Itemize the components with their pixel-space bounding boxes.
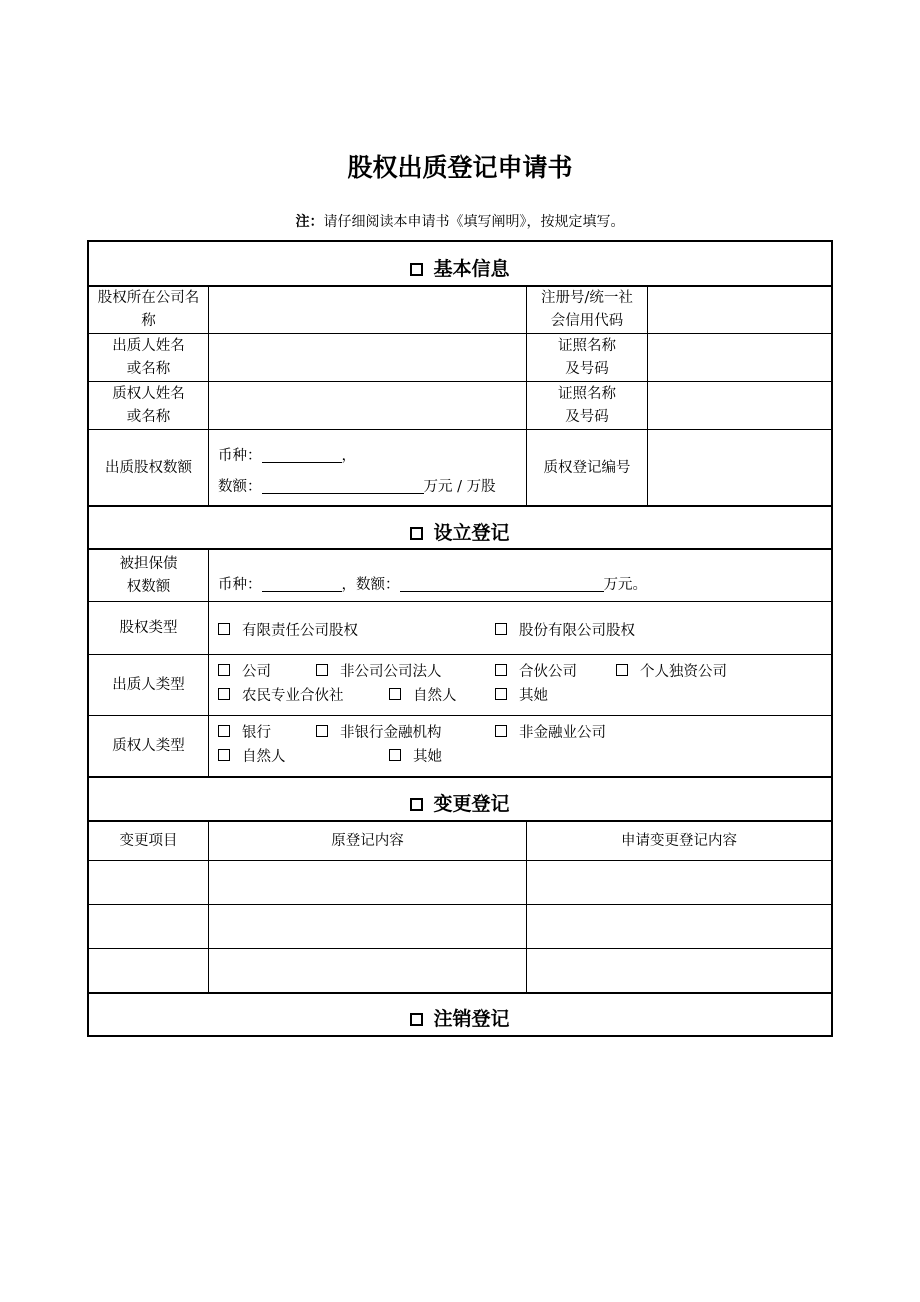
divider <box>89 860 831 861</box>
option-label: 自然人 <box>242 749 286 765</box>
amount-unit: 万元 / 万股 <box>423 479 496 495</box>
note-text: 请仔细阅读本申请书《填写阐明》，按规定填写。 <box>323 214 625 230</box>
checkbox-icon[interactable] <box>495 688 507 700</box>
divider <box>208 550 209 776</box>
section-cancel <box>89 1004 831 1031</box>
section-title: 基本信息 <box>433 258 510 280</box>
pledgor-type-label: 出质人类型 <box>112 676 185 693</box>
section-basic-info <box>89 254 831 281</box>
divider <box>647 287 648 506</box>
option-farmers-cooperative[interactable] <box>218 685 344 708</box>
amount-line <box>218 476 496 499</box>
option-company[interactable] <box>218 661 271 684</box>
checkbox-icon[interactable] <box>316 664 328 676</box>
option-other[interactable] <box>389 746 442 769</box>
divider <box>89 776 831 778</box>
checkbox-icon[interactable] <box>389 749 401 761</box>
section-establish <box>89 518 831 545</box>
option-label: 个人独资公司 <box>640 664 727 680</box>
section-title: 设立登记 <box>433 522 510 544</box>
option-label: 银行 <box>242 725 271 741</box>
checkbox-icon[interactable] <box>218 749 230 761</box>
option-partnership[interactable] <box>495 661 577 684</box>
currency-label: 币种： <box>218 577 262 593</box>
currency-line <box>218 445 356 468</box>
checkbox-icon[interactable] <box>316 725 328 737</box>
note-label: 注： <box>295 214 324 230</box>
option-label: 农民专业合伙社 <box>242 688 344 704</box>
amount-label: ，数额： <box>341 577 400 593</box>
checkbox-icon[interactable] <box>495 725 507 737</box>
option-natural-person[interactable] <box>389 685 457 708</box>
equity-type-label: 股权类型 <box>119 619 178 636</box>
currency-suffix: ， <box>341 448 356 464</box>
checkbox-icon[interactable] <box>218 664 230 676</box>
option-label: 非银行金融机构 <box>340 725 442 741</box>
checkbox-icon[interactable] <box>495 664 507 676</box>
section-change <box>89 789 831 816</box>
option-label: 股份有限公司股权 <box>519 623 635 639</box>
section-title: 注销登记 <box>433 1008 510 1030</box>
amount-label: 数额： <box>218 479 262 495</box>
pledgee-type-label: 质权人类型 <box>112 737 185 754</box>
checkbox-icon[interactable] <box>410 527 423 540</box>
option-natural-person[interactable] <box>218 746 286 769</box>
pledgee-id-label: 证照名称及号码 <box>558 385 616 425</box>
option-non-financial-company[interactable] <box>495 722 606 745</box>
column-header: 原登记内容 <box>331 832 404 849</box>
option-label: 其她 <box>519 688 548 704</box>
section-title: 变更登记 <box>433 793 510 815</box>
column-header: 申请变更登记内容 <box>621 832 737 849</box>
pledgee-name-label: 质权人姓名或名称 <box>112 385 185 425</box>
checkbox-icon[interactable] <box>616 664 628 676</box>
registration-number-label: 注册号/统一社会信用代码 <box>541 290 633 329</box>
secured-debt-label: 被担保债权数额 <box>119 555 178 595</box>
pledgor-id-label: 证照名称及号码 <box>558 337 616 377</box>
divider <box>89 992 831 994</box>
checkbox-icon[interactable] <box>410 798 423 811</box>
divider <box>89 505 831 507</box>
pledged-amount-label: 出质股权数额 <box>105 459 192 476</box>
note <box>0 211 920 231</box>
option-joint-stock-equity[interactable] <box>495 620 635 643</box>
column-header: 变更项目 <box>119 832 178 849</box>
divider <box>208 287 209 506</box>
option-sole-proprietorship[interactable] <box>616 661 727 684</box>
currency-input[interactable] <box>262 577 342 592</box>
checkbox-icon[interactable] <box>218 623 230 635</box>
checkbox-icon[interactable] <box>218 725 230 737</box>
pledgor-name-label: 出质人姓名或名称 <box>112 337 185 377</box>
option-label: 非公司公司法人 <box>340 664 442 680</box>
divider <box>89 904 831 905</box>
amount-input[interactable] <box>262 479 424 494</box>
currency-input[interactable] <box>262 448 342 463</box>
currency-label: 币种： <box>218 448 262 464</box>
amount-input[interactable] <box>400 577 604 592</box>
option-label: 有限责任公司股权 <box>242 623 358 639</box>
option-non-bank-financial[interactable] <box>316 722 442 745</box>
option-non-company-legal-person[interactable] <box>316 661 442 684</box>
option-label: 非金融业公司 <box>519 725 606 741</box>
secured-debt-line <box>218 574 647 597</box>
checkbox-icon[interactable] <box>389 688 401 700</box>
company-name-label: 股权所在公司名称 <box>97 290 200 329</box>
option-other[interactable] <box>495 685 548 708</box>
option-label: 合伙公司 <box>519 664 577 680</box>
application-form <box>87 240 833 1037</box>
option-limited-equity[interactable] <box>218 620 358 643</box>
unit-label: 万元。 <box>603 577 647 593</box>
option-label: 公司 <box>242 664 271 680</box>
pledge-registration-number-label: 质权登记编号 <box>543 459 631 476</box>
checkbox-icon[interactable] <box>495 623 507 635</box>
checkbox-icon[interactable] <box>410 263 423 276</box>
option-bank[interactable] <box>218 722 271 745</box>
checkbox-icon[interactable] <box>218 688 230 700</box>
option-label: 自然人 <box>413 688 457 704</box>
checkbox-icon[interactable] <box>410 1013 423 1026</box>
divider <box>89 948 831 949</box>
option-label: 其她 <box>413 749 442 765</box>
page-title: 股权出质登记申请书 <box>347 153 573 182</box>
